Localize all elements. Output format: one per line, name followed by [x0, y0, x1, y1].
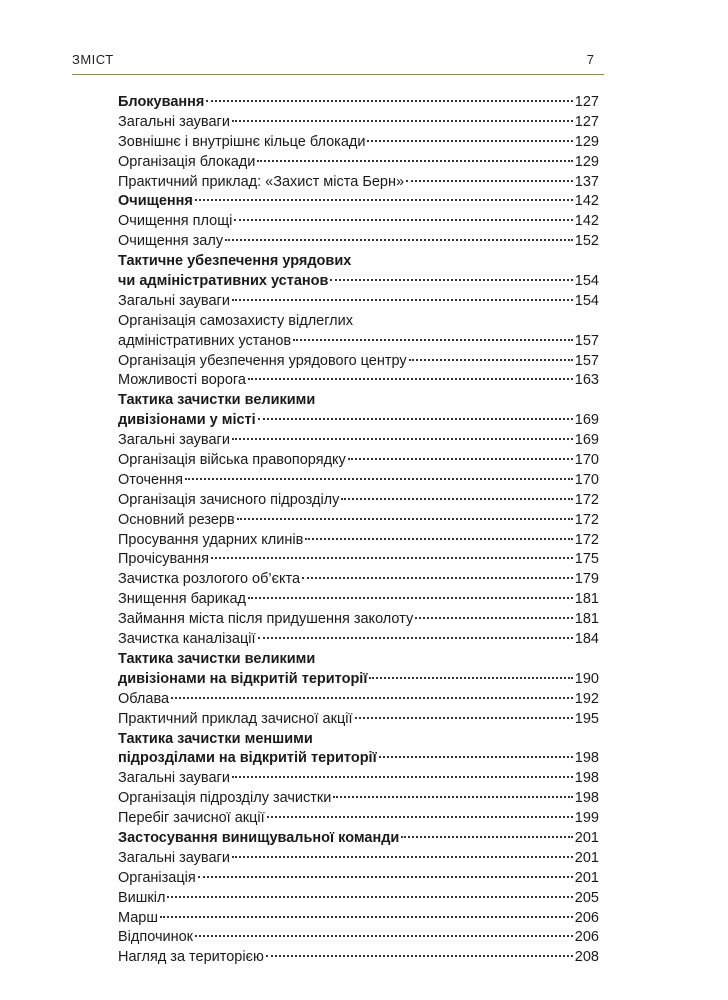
dot-leader — [232, 120, 573, 122]
toc-entry-page: 199 — [574, 810, 599, 827]
toc-entry-label: Прочісування — [118, 551, 209, 568]
toc-entry-page: 127 — [574, 94, 599, 110]
toc-entry[interactable] — [118, 511, 599, 531]
toc-entry-label: Організація підрозділу зачистки — [118, 790, 332, 807]
toc-entry-label: Відпочинок — [118, 929, 194, 946]
toc-entry-label: Марш — [118, 909, 159, 926]
toc-entry-label: Загальні зауваги — [118, 113, 230, 130]
toc-entry[interactable] — [118, 133, 599, 153]
dot-leader — [232, 856, 573, 858]
toc-entry-label: Загальні зауваги — [118, 849, 230, 866]
toc-entry-label: Організація блокади — [118, 153, 256, 170]
toc-entry-page: 157 — [574, 352, 599, 369]
toc-entry-label: Загальні зауваги — [118, 770, 230, 787]
toc-entry-page: 181 — [574, 591, 599, 608]
toc-entry-label: Просування ударних клинів — [118, 531, 304, 548]
dot-leader — [305, 538, 573, 540]
dot-leader — [167, 896, 572, 898]
dot-leader — [206, 100, 572, 102]
toc-entry[interactable] — [118, 610, 599, 630]
toc-entry-page: 137 — [574, 173, 599, 190]
toc-entry-page: 152 — [574, 233, 599, 250]
toc-entry-page: 157 — [574, 332, 599, 349]
running-header — [72, 52, 604, 78]
toc-entry-label: Перебіг зачисної акції — [118, 810, 265, 827]
toc-entry-label: Можливості ворога — [118, 372, 246, 389]
toc-entry-label: Зачистка каналізації — [118, 631, 256, 648]
toc-entry[interactable] — [118, 670, 599, 690]
toc-entry[interactable] — [118, 550, 599, 570]
toc-entry-page: 181 — [574, 611, 599, 628]
toc-entry-page: 142 — [574, 193, 599, 210]
toc-entry-label: Практичний приклад зачисної акції — [118, 710, 353, 727]
toc-entry-page: 195 — [574, 710, 599, 727]
toc-entry-label: чи адміністративних установ — [118, 273, 329, 290]
toc-entry-page: 201 — [574, 829, 599, 846]
toc-entry-page: 179 — [574, 571, 599, 588]
toc-entry-page: 198 — [574, 790, 599, 807]
toc-entry-label: Займання міста після придушення заколоту — [118, 611, 414, 628]
toc-entry[interactable] — [118, 789, 599, 809]
dot-leader — [333, 796, 572, 798]
toc-entry[interactable] — [118, 113, 599, 133]
toc-entry-heading-line: Тактичне убезпечення урядових — [118, 253, 352, 270]
toc-entry-page: 154 — [574, 273, 599, 290]
dot-leader — [232, 776, 573, 778]
toc-entry-page: 154 — [574, 292, 599, 309]
toc-entry-label: Облава — [118, 690, 170, 707]
toc-entry-heading-line: Тактика зачистки меншими — [118, 730, 313, 747]
dot-leader — [415, 617, 573, 619]
toc-entry-label: адміністративних установ — [118, 332, 292, 349]
toc-entry-label: Оточення — [118, 471, 183, 488]
dot-leader — [341, 498, 572, 500]
toc-entry-label: Знищення барикад — [118, 591, 246, 608]
toc-entry-page: 201 — [574, 869, 599, 886]
dot-leader — [379, 756, 573, 758]
dot-leader — [369, 677, 572, 679]
dot-leader — [232, 438, 573, 440]
toc-entry-label: дивізіонами у місті — [118, 412, 256, 429]
toc-entry[interactable] — [118, 212, 599, 232]
dot-leader — [406, 180, 573, 182]
toc-entry-label: дивізіонами на відкритій території — [118, 670, 368, 687]
dot-leader — [160, 916, 573, 918]
dot-leader — [198, 876, 573, 878]
toc-entry[interactable] — [118, 710, 599, 730]
toc-entry-heading-line: Тактика зачистки великими — [118, 392, 316, 409]
toc-entry-label: Організація убезпечення урядового центру — [118, 352, 407, 369]
toc-entry[interactable] — [118, 352, 599, 372]
toc-entry[interactable] — [118, 451, 599, 471]
dot-leader — [232, 299, 573, 301]
toc-entry[interactable] — [118, 889, 599, 909]
dot-leader — [355, 717, 573, 719]
toc-entry-page: 190 — [574, 670, 599, 687]
toc-entry[interactable] — [118, 272, 599, 292]
toc-entry[interactable] — [118, 192, 599, 212]
toc-entry-label: Вишкіл — [118, 889, 166, 906]
toc-entry-page: 142 — [574, 213, 599, 230]
toc-entry[interactable] — [118, 909, 599, 929]
toc-entry-label: Практичний приклад: «Захист міста Берн» — [118, 173, 405, 190]
header-rule — [72, 74, 604, 75]
toc-entry-page: 163 — [574, 372, 599, 389]
toc-entry-page: 127 — [574, 113, 599, 130]
toc-entry-page: 205 — [574, 889, 599, 906]
toc-entry[interactable] — [118, 869, 599, 889]
toc-entry-label: Зовнішнє і внутрішнє кільце блокади — [118, 133, 366, 150]
dot-leader — [367, 140, 572, 142]
toc-entry-label: Нагляд за територією — [118, 949, 264, 966]
dot-leader — [258, 637, 573, 639]
toc-entry[interactable] — [118, 769, 599, 789]
dot-leader — [302, 577, 573, 579]
dot-leader — [195, 935, 573, 937]
toc-entry-page: 172 — [574, 511, 599, 528]
toc-entry[interactable] — [118, 749, 599, 769]
toc-entry-label: Організація — [118, 869, 196, 886]
dot-leader — [234, 219, 572, 221]
toc-entry-page: 201 — [574, 849, 599, 866]
dot-leader — [401, 836, 572, 838]
toc-entry[interactable] — [118, 570, 599, 590]
toc-entry[interactable] — [118, 173, 599, 193]
dot-leader — [409, 359, 573, 361]
dot-leader — [267, 816, 573, 818]
dot-leader — [258, 418, 573, 420]
toc-entry[interactable] — [118, 928, 599, 948]
toc-entry-label: Очищення площі — [118, 213, 233, 230]
toc-entry[interactable] — [118, 153, 599, 173]
toc-entry-page: 172 — [574, 531, 599, 548]
toc-entry[interactable] — [118, 630, 599, 650]
toc-entry-label: Очищення — [118, 193, 193, 210]
dot-leader — [248, 597, 573, 599]
dot-leader — [211, 557, 573, 559]
toc-entry[interactable] — [118, 292, 599, 312]
toc-entry-label: підрозділами на відкритій території — [118, 750, 377, 767]
toc-entry[interactable] — [118, 431, 599, 451]
toc-entry-page: 170 — [574, 471, 599, 488]
toc-entry-page: 198 — [574, 770, 599, 787]
toc-entry[interactable] — [118, 690, 599, 710]
toc-entry-label: Основний резерв — [118, 511, 235, 528]
toc-entry[interactable] — [118, 232, 599, 252]
toc-entry-page: 169 — [574, 432, 599, 449]
toc-entry-label: Очищення залу — [118, 233, 224, 250]
toc-entry[interactable] — [118, 809, 599, 829]
toc-entry-label: Зачистка розлогого об’єкта — [118, 571, 301, 588]
toc-entry[interactable] — [118, 332, 599, 352]
toc-entry[interactable] — [118, 491, 599, 511]
toc-entry-heading-line: Організація самозахисту відлеглих — [118, 312, 353, 329]
dot-leader — [348, 458, 573, 460]
table-of-contents — [118, 93, 599, 968]
dot-leader — [248, 378, 573, 380]
toc-entry-page: 175 — [574, 551, 599, 568]
toc-entry[interactable] — [118, 93, 599, 113]
section-title: ЗМІСТ — [72, 52, 114, 67]
toc-entry-label: Організація зачисного підрозділу — [118, 491, 340, 508]
dot-leader — [293, 339, 573, 341]
toc-entry[interactable] — [118, 948, 599, 968]
dot-leader — [237, 518, 573, 520]
toc-entry-heading-line: Тактика зачистки великими — [118, 650, 316, 667]
toc-entry-page: 170 — [574, 452, 599, 469]
toc-entry[interactable] — [118, 829, 599, 849]
toc-entry-page: 192 — [574, 690, 599, 707]
toc-entry-page: 206 — [574, 909, 599, 926]
toc-entry-page: 206 — [574, 929, 599, 946]
dot-leader — [185, 478, 573, 480]
toc-entry-label: Загальні зауваги — [118, 292, 230, 309]
toc-entry-page: 172 — [574, 491, 599, 508]
dot-leader — [266, 955, 573, 957]
toc-entry-label: Застосування винищувальної команди — [118, 829, 400, 846]
toc-entry-page: 169 — [574, 412, 599, 429]
dot-leader — [257, 160, 572, 162]
toc-entry[interactable] — [118, 411, 599, 431]
toc-entry-label: Організація війська правопорядку — [118, 452, 346, 469]
toc-entry[interactable] — [118, 371, 599, 391]
toc-entry[interactable] — [118, 849, 599, 869]
toc-entry[interactable] — [118, 531, 599, 551]
dot-leader — [225, 239, 573, 241]
toc-entry-page: 129 — [574, 153, 599, 170]
toc-entry[interactable] — [118, 471, 599, 491]
toc-entry-page: 208 — [574, 949, 599, 966]
dot-leader — [195, 199, 573, 201]
toc-entry-page: 129 — [574, 133, 599, 150]
toc-entry-page: 184 — [574, 631, 599, 648]
dot-leader — [330, 279, 572, 281]
toc-entry[interactable] — [118, 590, 599, 610]
page-number: 7 — [586, 52, 594, 67]
toc-entry-label: Загальні зауваги — [118, 432, 230, 449]
toc-entry-page: 198 — [574, 750, 599, 767]
toc-entry-label: Блокування — [118, 94, 205, 110]
dot-leader — [171, 697, 573, 699]
